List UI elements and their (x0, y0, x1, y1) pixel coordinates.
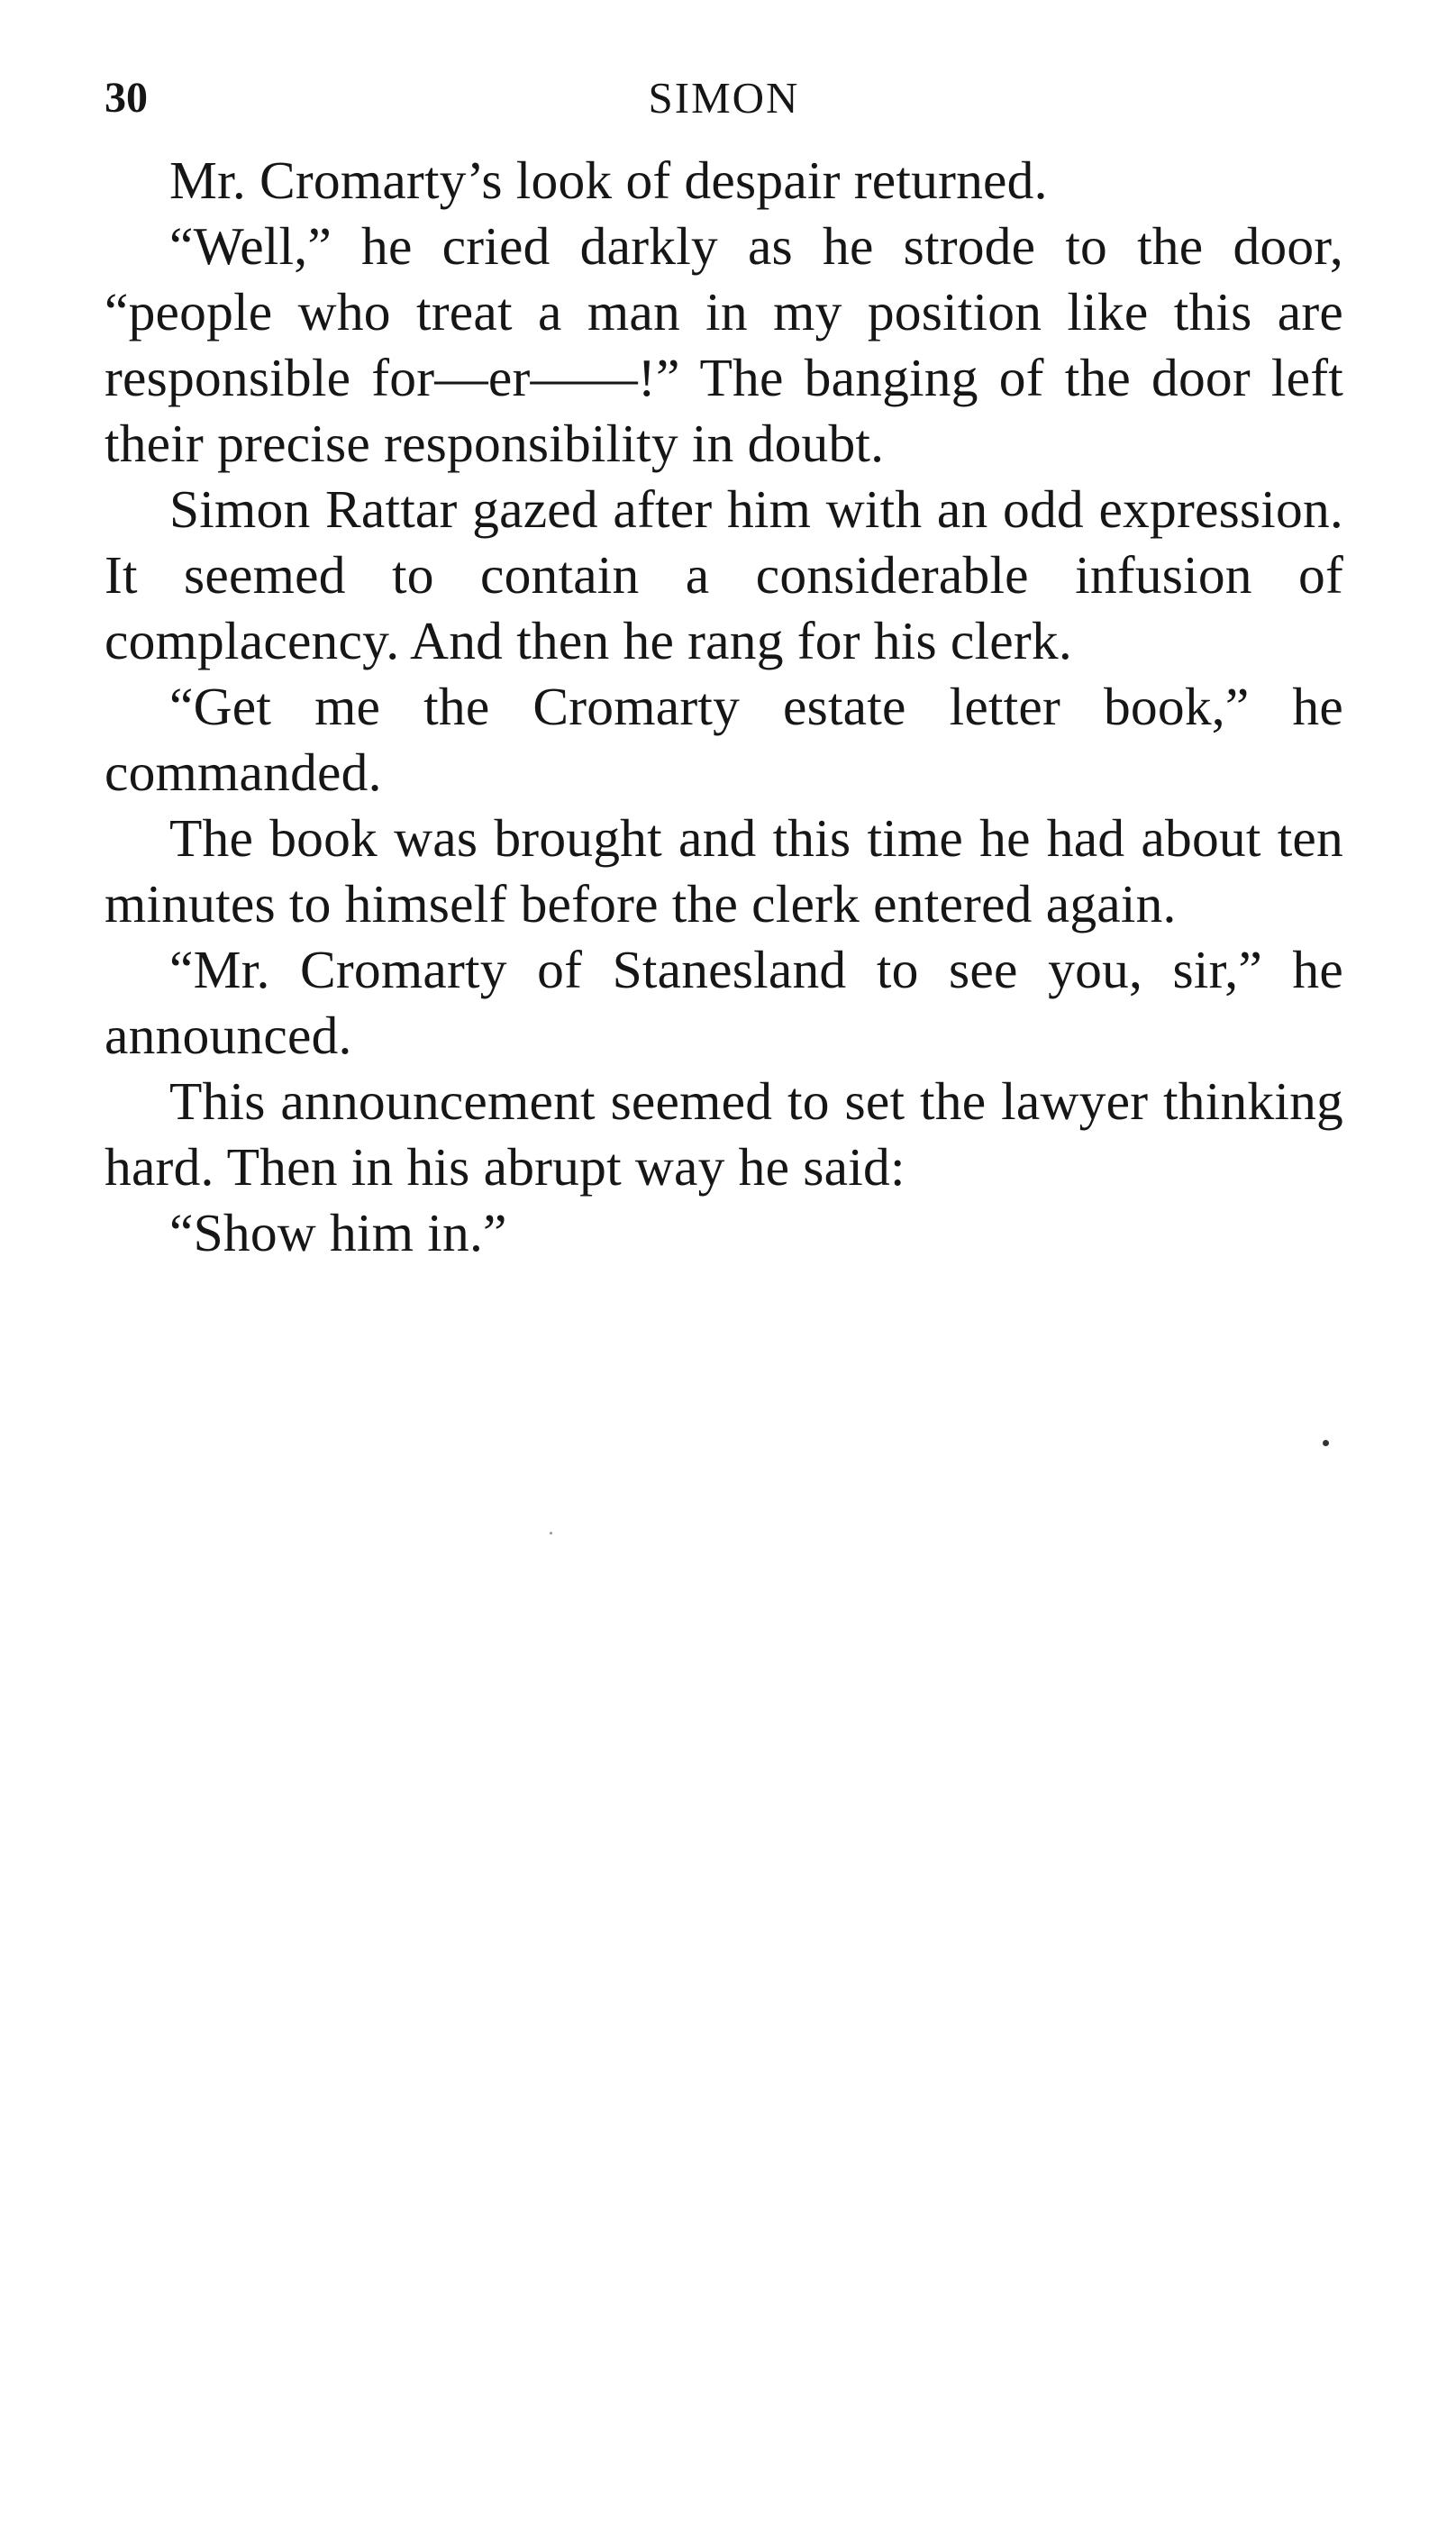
paragraph: “Well,” he cried darkly as he strode to the door, “people who treat a man in my position like this are responsible for—er——!” The banging of the door left their precise responsibility in doubt. (105, 216, 1343, 473)
ink-speck (550, 1532, 552, 1535)
page-number: 30 (105, 74, 148, 122)
paragraph: “Show him in.” (169, 1203, 507, 1262)
paragraph: The book was brought and this time he had about ten minutes to himself before the clerk entered again. (105, 808, 1343, 934)
paragraph: “Get me the Cromarty estate letter book,” he commanded. (105, 677, 1343, 802)
running-title: SIMON (648, 73, 800, 123)
paragraph: “Mr. Cromarty of Stanesland to see you, sir,” he announced. (105, 940, 1343, 1065)
paragraph: Mr. Cromarty’s look of despair returned. (169, 150, 1048, 210)
ink-speck (1323, 1440, 1329, 1446)
running-head (105, 67, 1343, 130)
paragraph: This announcement seemed to set the lawyer thinking hard. Then in his abrupt way he said: (105, 1071, 1343, 1197)
body-text (105, 148, 1343, 1266)
paragraph: Simon Rattar gazed after him with an odd expression. It seemed to contain a considerable infusion of complacency. And then he rang for his clerk. (105, 479, 1343, 670)
